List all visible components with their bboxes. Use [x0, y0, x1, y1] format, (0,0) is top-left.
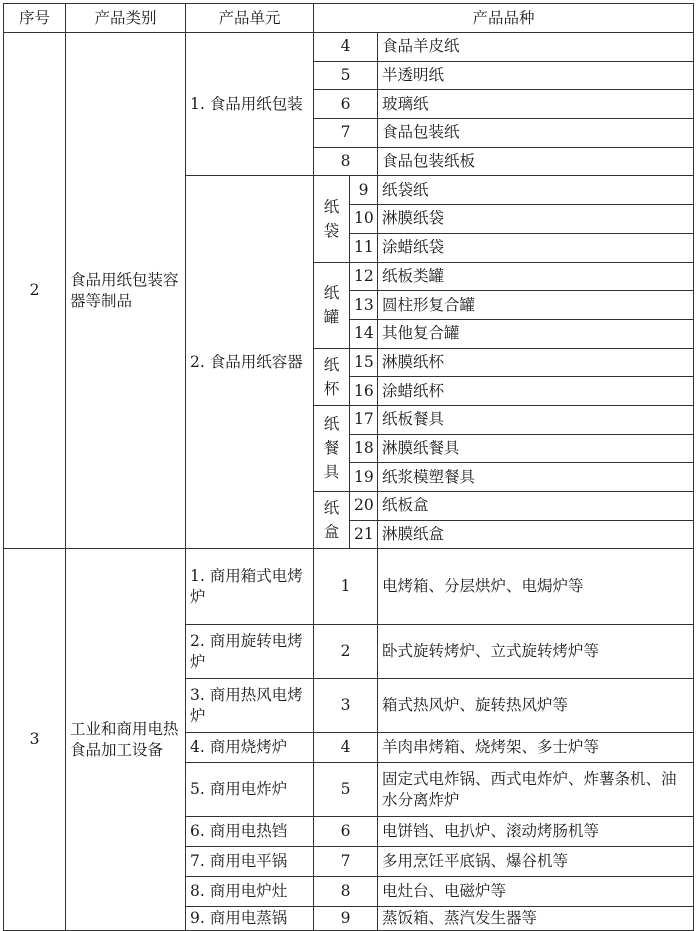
item-number: 2: [314, 625, 378, 679]
item-number: 19: [350, 463, 378, 492]
unit-cell: 2. 商用旋转电烤炉: [186, 625, 314, 679]
header-category: 产品类别: [66, 4, 186, 33]
item-number: 11: [350, 233, 378, 262]
variety-cell: 纸板餐具: [378, 405, 694, 434]
header-seq: 序号: [4, 4, 66, 33]
unit-cell: 1. 商用箱式电烤炉: [186, 549, 314, 625]
subgroup-char: 餐: [323, 439, 340, 458]
variety-cell: 纸板盒: [378, 492, 694, 521]
variety-cell: 圆柱形复合罐: [378, 291, 694, 320]
variety-cell: 电饼铛、电扒炉、滚动烤肠机等: [378, 817, 694, 847]
unit-cell: 8. 商用电炉灶: [186, 877, 314, 907]
item-number: 17: [350, 405, 378, 434]
unit-cell: 5. 商用电炸炉: [186, 763, 314, 817]
item-number: 20: [350, 492, 378, 521]
variety-cell: 涂蜡纸杯: [378, 377, 694, 406]
unit-cell: 2. 食品用纸容器: [186, 176, 314, 549]
variety-cell: 其他复合罐: [378, 319, 694, 348]
subgroup-char: 罐: [323, 308, 340, 327]
item-number: 1: [314, 549, 378, 625]
variety-cell: 淋膜纸杯: [378, 348, 694, 377]
product-table: [3, 3, 694, 931]
variety-cell: 玻璃纸: [378, 90, 694, 119]
unit-cell: 3. 商用热风电烤炉: [186, 679, 314, 733]
item-number: 14: [350, 319, 378, 348]
variety-cell: 羊肉串烤箱、烧烤架、多士炉等: [378, 733, 694, 763]
subgroup-char: 袋: [323, 221, 340, 240]
subgroup-cell: [314, 176, 350, 262]
variety-cell: 电烤箱、分层烘炉、电焗炉等: [378, 549, 694, 625]
variety-cell: 箱式热风炉、旋转热风炉等: [378, 679, 694, 733]
unit-cell: 9. 商用电蒸锅: [186, 907, 314, 931]
header-variety: 产品品种: [314, 4, 694, 33]
variety-cell: 纸浆模塑餐具: [378, 463, 694, 492]
subgroup-char: 纸: [323, 415, 340, 434]
subgroup-char: 纸: [323, 355, 340, 374]
variety-cell: 纸板类罐: [378, 262, 694, 291]
subgroup-char: 盒: [323, 523, 340, 542]
variety-cell: 电灶台、电磁炉等: [378, 877, 694, 907]
item-number: 9: [350, 176, 378, 205]
variety-cell: 食品羊皮纸: [378, 33, 694, 62]
item-number: 6: [314, 90, 378, 119]
item-number: 15: [350, 348, 378, 377]
variety-cell: 固定式电炸锅、西式电炸炉、炸薯条机、油水分离炸炉: [378, 763, 694, 817]
table-row: [4, 33, 694, 62]
subgroup-cell: [314, 348, 350, 405]
seq-cell: 3: [4, 549, 66, 931]
item-number: 5: [314, 763, 378, 817]
unit-cell: 4. 商用烧烤炉: [186, 733, 314, 763]
unit-cell: 6. 商用电热铛: [186, 817, 314, 847]
variety-cell: 多用烹饪平底锅、爆谷机等: [378, 847, 694, 877]
variety-cell: 纸袋纸: [378, 176, 694, 205]
item-number: 21: [350, 520, 378, 549]
table-row: [4, 549, 694, 625]
variety-cell: 食品包装纸板: [378, 147, 694, 176]
variety-cell: 淋膜纸盒: [378, 520, 694, 549]
item-number: 7: [314, 847, 378, 877]
unit-cell: 7. 商用电平锅: [186, 847, 314, 877]
item-number: 12: [350, 262, 378, 291]
subgroup-char: 纸: [323, 197, 340, 216]
subgroup-char: 纸: [323, 284, 340, 303]
subgroup-cell: [314, 405, 350, 491]
subgroup-char: 具: [323, 463, 340, 482]
item-number: 8: [314, 147, 378, 176]
item-number: 8: [314, 877, 378, 907]
subgroup-cell: [314, 492, 350, 549]
variety-cell: 淋膜纸餐具: [378, 434, 694, 463]
subgroup-cell: [314, 262, 350, 348]
subgroup-char: 杯: [323, 379, 340, 398]
variety-cell: 淋膜纸袋: [378, 205, 694, 234]
subgroup-char: 纸: [323, 499, 340, 518]
variety-cell: 涂蜡纸袋: [378, 233, 694, 262]
item-number: 6: [314, 817, 378, 847]
item-number: 13: [350, 291, 378, 320]
variety-cell: 食品包装纸: [378, 119, 694, 148]
item-number: 9: [314, 907, 378, 931]
item-number: 18: [350, 434, 378, 463]
seq-cell: 2: [4, 33, 66, 549]
header-row: [4, 4, 694, 33]
category-cell: 食品用纸包装容器等制品: [66, 33, 186, 549]
item-number: 16: [350, 377, 378, 406]
item-number: 10: [350, 205, 378, 234]
header-unit: 产品单元: [186, 4, 314, 33]
category-cell: 工业和商用电热食品加工设备: [66, 549, 186, 931]
item-number: 4: [314, 33, 378, 62]
item-number: 7: [314, 119, 378, 148]
variety-cell: 半透明纸: [378, 61, 694, 90]
variety-cell: 蒸饭箱、蒸汽发生器等: [378, 907, 694, 931]
item-number: 5: [314, 61, 378, 90]
item-number: 3: [314, 679, 378, 733]
unit-cell: 1. 食品用纸包装: [186, 33, 314, 176]
variety-cell: 卧式旋转烤炉、立式旋转烤炉等: [378, 625, 694, 679]
item-number: 4: [314, 733, 378, 763]
